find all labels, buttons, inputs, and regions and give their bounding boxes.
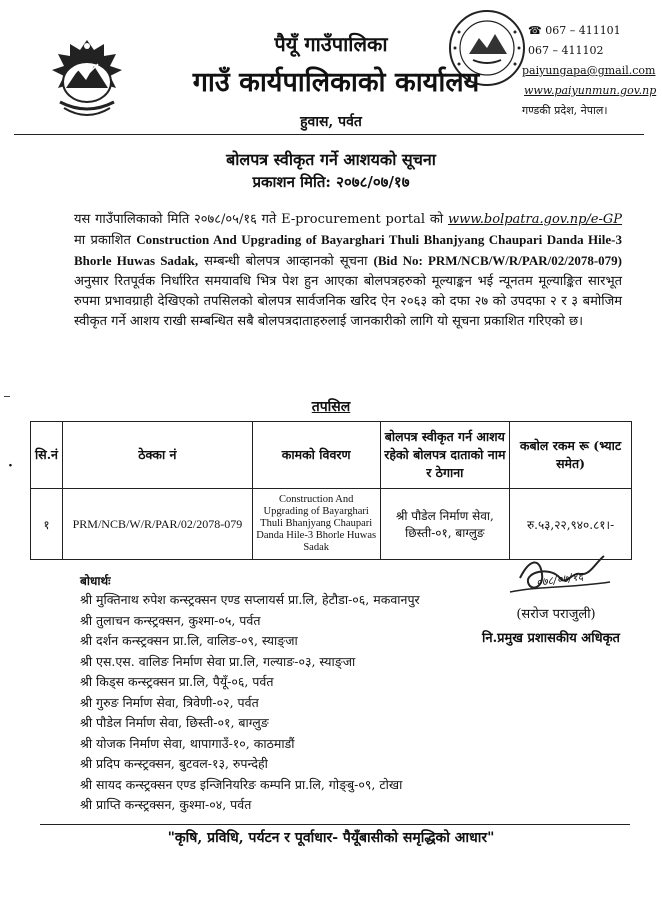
list-item: श्री गुरुङ निर्माण सेवा, त्रिवेणी-०२, पर्वत <box>80 694 259 710</box>
list-item: श्री किड्स कन्स्ट्रक्सन प्रा.लि, पैयूँ-०६, पर्वत <box>80 674 274 689</box>
col-sn: सि.नं <box>31 422 63 489</box>
list-item: श्री दर्शन कन्स्ट्रक्सन प्रा.लि, वालिङ-०९, स्याङ्जा <box>80 633 298 648</box>
list-item: श्री एस.एस. वालिङ निर्माण सेवा प्रा.लि, गल्याङ-०३, स्याङ्जा <box>80 653 356 669</box>
row-bidder <box>380 489 510 560</box>
office-name: गाउँ कार्यपालिकाको कार्यालय <box>192 67 480 98</box>
phone-2: 067 – 411102 <box>528 44 604 57</box>
list-item: श्री सायद कन्स्ट्रक्सन एण्ड इन्जिनियरिङ कम्पनि प्रा.लि, गोङ्बु-०९, टोखा <box>80 776 403 792</box>
col-description: कामको विवरण <box>252 422 380 489</box>
signatory-role: नि.प्रमुख प्रशासकीय अधिकृत <box>482 631 620 646</box>
province: गण्डकी प्रदेश, नेपाल। <box>522 104 608 117</box>
bidder-address: छिस्ती-०१, बाग्लुङ <box>405 526 485 540</box>
email-link[interactable]: paiyungapa@gmail.com <box>522 64 656 77</box>
bid-number: (Bid No: PRM/NCB/W/R/PAR/02/2078-079) <box>373 253 622 268</box>
list-item: श्री पौडेल निर्माण सेवा, छिस्ती-०१, बाग्लुङ <box>80 715 269 730</box>
table-header-row <box>31 422 632 489</box>
margin-dash <box>4 396 10 397</box>
row-sn: १ <box>31 489 63 560</box>
footer-slogan: "कृषि, प्रविधि, पर्यटन र पूर्वाधार- पैयूँबासीको समृद्धिको आधार" <box>167 830 495 846</box>
bolpatra-link[interactable]: www.bolpatra.gov.np/e-GP <box>447 212 622 227</box>
list-item: श्री तुलाचन कन्स्ट्रक्सन, कुश्मा-०५, पर्वत <box>80 612 261 628</box>
website-link[interactable]: www.paiyunmun.gov.np <box>524 84 657 97</box>
bidder-name: श्री पौडेल निर्माण सेवा, <box>395 509 494 523</box>
signature-date: ०७८/०७/१६ <box>535 569 585 590</box>
schedule-heading: तपसिल <box>311 399 351 415</box>
margin-mark: · <box>8 458 13 474</box>
col-amount: कबोल रकम रू (भ्याट समेत) <box>510 422 632 489</box>
notice-title: बोलपत्र स्वीकृत गर्ने आशयको सूचना <box>226 150 436 169</box>
list-item: श्री प्रदिप कन्स्ट्रक्सन, बुटवल-१३, रुपन्देही <box>80 756 268 771</box>
footer-divider <box>40 824 630 825</box>
municipality-name: पैयूँ गाउँपालिका <box>274 32 388 56</box>
cc-heading: बोधार्थः <box>80 574 111 588</box>
list-item: श्री प्राप्ति कन्स्ट्रक्सन, कुश्मा-०४, पर्वत <box>80 797 252 812</box>
cc-list <box>80 590 420 816</box>
phone-icon: ☎ <box>528 24 546 37</box>
award-table <box>30 421 632 560</box>
signatory-name: (सरोज पराजुली) <box>516 607 596 622</box>
notice-paragraph: यस गाउँपालिकाको मिति २०७८/०५/१६ गते E-procurement portal को www.bolpatra.gov.np/e-GP मा प्रकाशित Construction And Upgrading of Bayarghari Thuli Bhanjyang Chaupari Danda Hile-3 Bhorle Huwas Sadak, सम्बन्धी बोलपत्र आव्हानको सूचना (Bid No: PRM/NCB/W/R/PAR/02/2078-079) अनुसार रितपूर्वक निर्धारित समयावधि भित्र पेश हुन आएका बोलपत्रहरुको मूल्याङ्कन भई न्यूनतम मूल्याङ्कित सारभूत रुपमा प्रभावग्राही देखिएको तपसिलको बोलपत्र सार्वजनिक खरिद ऐन २०६३ को दफा २७ को उपदफा २ र ३ बमोजिम स्वीकृत गर्ने आशय राखी सम्बन्धित सबै बोलपत्रदाताहरुलाई जानकारीको लागि यो सूचना प्रकाशित गरिएको छ। <box>74 212 622 329</box>
publication-date: प्रकाशन मिति: २०७८/०७/१७ <box>252 173 410 191</box>
list-item: श्री योजक निर्माण सेवा, थापागाउँ-१०, काठमाडौं <box>80 735 295 751</box>
col-contract-no: ठेक्का नं <box>62 422 252 489</box>
col-bidder: बोलपत्र स्वीकृत गर्न आशय रहेको बोलपत्र दाताको नाम र ठेगाना <box>380 422 510 489</box>
row-amount: रु.५३,२२,९४०.८१।- <box>510 489 632 560</box>
phone-1: ☎ 067 – 411101 <box>528 24 621 37</box>
project-name: Construction And Upgrading of Bayarghari Thuli Bhanjyang Chaupari Danda Hile-3 Bhorle Huwas Sadak, <box>74 232 622 268</box>
row-description: Construction And Upgrading of Bayarghari Thuli Bhanjyang Chaupari Danda Hile-3 Bhorle Huwas Sadak <box>252 489 380 560</box>
header-divider <box>14 134 644 135</box>
office-address: हुवास, पर्वत <box>300 114 362 130</box>
list-item: श्री मुक्तिनाथ रुपेश कन्स्ट्रक्सन एण्ड सप्लायर्स प्रा.लि, हेटौडा-०६, मकवानपुर <box>80 592 420 607</box>
row-contract-no: PRM/NCB/W/R/PAR/02/2078-079 <box>62 489 252 560</box>
